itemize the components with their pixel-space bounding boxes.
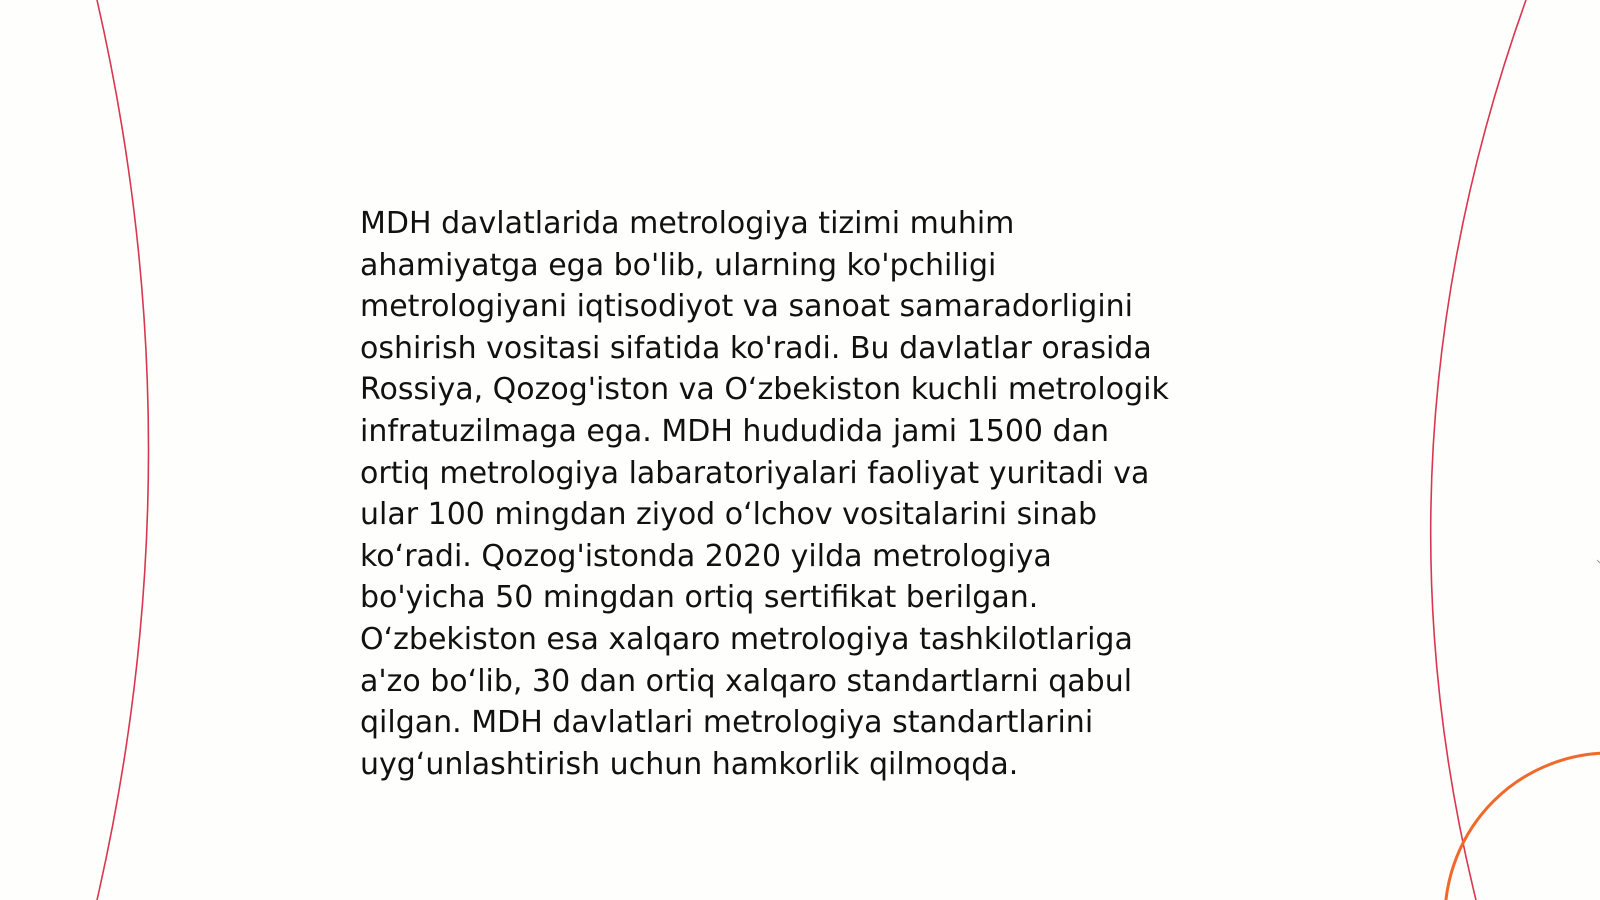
left-arc-line xyxy=(97,0,149,900)
body-paragraph: MDH davlatlarida metrologiya tizimi muhim ahamiyatga ega bo'lib, ularning ko'pchiligi metrologiyani iqtisodiyot va sanoat samaradorligini oshirish vositasi sifatida ko'radi. Bu davlatlar orasida Rossiya, Qozog'iston va O‘zbekiston kuchli metrologik infratuzilmaga ega. MDH hududida jami 1500 dan ortiq metrologiya labaratoriyalari faoliyat yuritadi va ular 100 mingdan ziyod o‘lchov vositalarini sinab ko‘radi. Qozog'istonda 2020 yilda metrologiya bo'yicha 50 mingdan ortiq sertifikat berilgan. O‘zbekiston esa xalqaro metrologiya tashkilotlariga a'zo bo‘lib, 30 dan ortiq xalqaro standartlarni qabul qilgan. MDH davlatlari metrologiya standartlarini uyg‘unlashtirish uchun hamkorlik qilmoqda. xyxy=(360,206,1169,782)
right-arc-line xyxy=(1431,0,1526,900)
corner-circle-arc xyxy=(1445,753,1600,900)
